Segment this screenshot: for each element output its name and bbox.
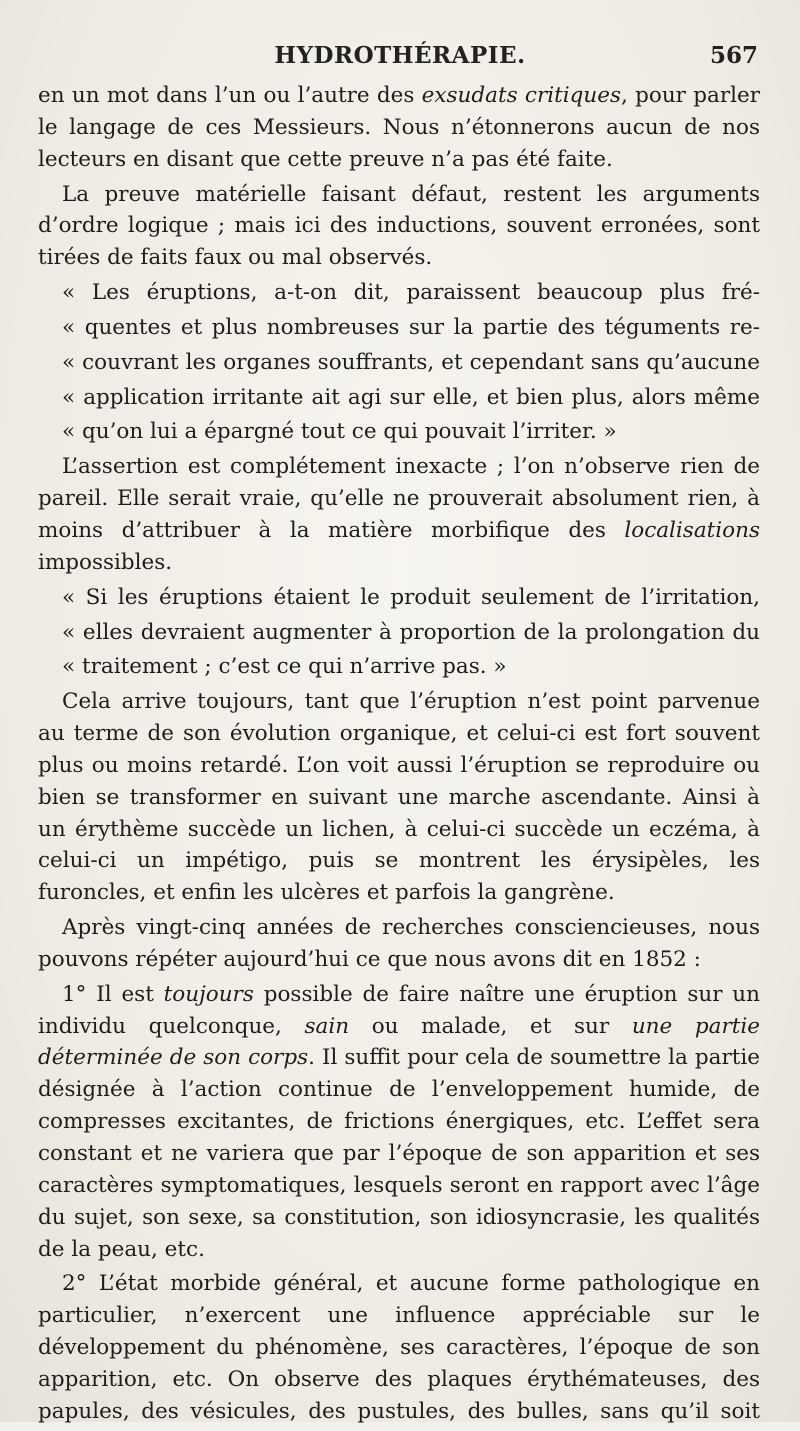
text-run: en un mot dans l’un ou l’autre des: [38, 83, 422, 108]
italic-text: sain: [304, 1013, 350, 1039]
body-text: [38, 80, 760, 1431]
quote-line: « quentes et plus nombreuses sur la partie des téguments re-: [62, 314, 760, 340]
italic-text: toujours: [163, 981, 254, 1007]
paragraph: Cela arrive toujours, tant que l’éruption n’est point parvenue au terme de son évolution organique, et celui-ci est fort souvent plus ou moins retardé. L’on voit aussi l’éruption se reproduire ou bien se transformer en suivant une marche ascendante. Ainsi à un érythème succède un lichen, à celui-ci succède un eczéma, à celui-ci un impétigo, puis se montrent les érysipèles, les furoncles, et enfin les ulcères et parfois la gangrène.: [38, 689, 760, 906]
text-run: impossibles.: [38, 549, 173, 575]
italic-text: une partie déterminée de son corps: [38, 1013, 760, 1071]
quote-line: « application irritante ait agi sur elle, et bien plus, alors même: [62, 384, 760, 410]
paragraph: 2° L’état morbide général, et aucune forme pathologique en particulier, n’exercent une influence appréciable sur le développement du phénomène, ses caractères, l’époque de son apparition, etc. On observe des plaques érythémateuses, des papules, des vésicules, des pustules, des bulles, sans qu’il soit: [38, 1271, 760, 1424]
text-run: L’assertion est complétement inexacte ; l’on n’observe rien de pareil. Elle serait vraie, qu’elle ne prouverait absolument rien, à moins d’attribuer à la matière morbifique des: [38, 454, 760, 543]
running-title: HYDROTHÉRAPIE.: [274, 42, 526, 69]
quotation: [38, 277, 760, 448]
quotation: [38, 582, 760, 684]
paragraph: Après vingt-cinq années de recherches consciencieuses, nous pouvons répéter aujourd’hui ce que nous avons dit en 1852 :: [38, 915, 760, 972]
paragraph: [38, 979, 760, 1266]
quote-line: « elles devraient augmenter à proportion de la prolongation du: [62, 619, 760, 645]
text-run: 1° Il est: [62, 981, 164, 1007]
page-header: [38, 42, 762, 78]
quote-line: « couvrant les organes souffrants, et cependant sans qu’aucune: [62, 349, 760, 375]
paragraph: [38, 451, 760, 578]
paragraph: [38, 80, 760, 176]
quote-line: « Si les éruptions étaient le produit seulement de l’irritation,: [62, 584, 760, 610]
italic-text: exsudats critiques: [421, 83, 622, 108]
text-run: . Il suffit pour cela de soumettre la partie désignée à l’action continue de l’enveloppement humide, de compresses excitantes, de frictions énergiques, etc. L’effet sera constant et ne variera que par l’époque de son apparition et ses caractères symptomatiques, lesquels seront en rapport avec l’âge du sujet, son sexe, sa constitution, son idiosyncrasie, les qualités de la peau, etc.: [38, 1045, 760, 1262]
quote-line: « qu’on lui a épargné tout ce qui pouvait l’irriter. »: [62, 419, 617, 445]
text-run: possible de faire naître une éruption sur un individu quelconque,: [38, 981, 760, 1039]
text-run: , pour parler le langage de ces Messieurs. Nous n’étonnerons aucun de nos lecteurs en disant que cette preuve n’a pas été faite.: [38, 83, 760, 172]
text-run: ou malade, et sur: [349, 1013, 632, 1039]
page-number: 567: [709, 42, 758, 69]
quote-line: « traitement ; c’est ce qui n’arrive pas. »: [62, 654, 507, 680]
quote-line: « Les éruptions, a-t-on dit, paraissent beaucoup plus fré-: [62, 280, 760, 306]
italic-text: localisations: [624, 517, 760, 543]
paragraph: La preuve matérielle faisant défaut, restent les arguments d’ordre logique ; mais ici des inductions, souvent erronées, sont tirées de faits faux ou mal observés.: [38, 181, 760, 271]
